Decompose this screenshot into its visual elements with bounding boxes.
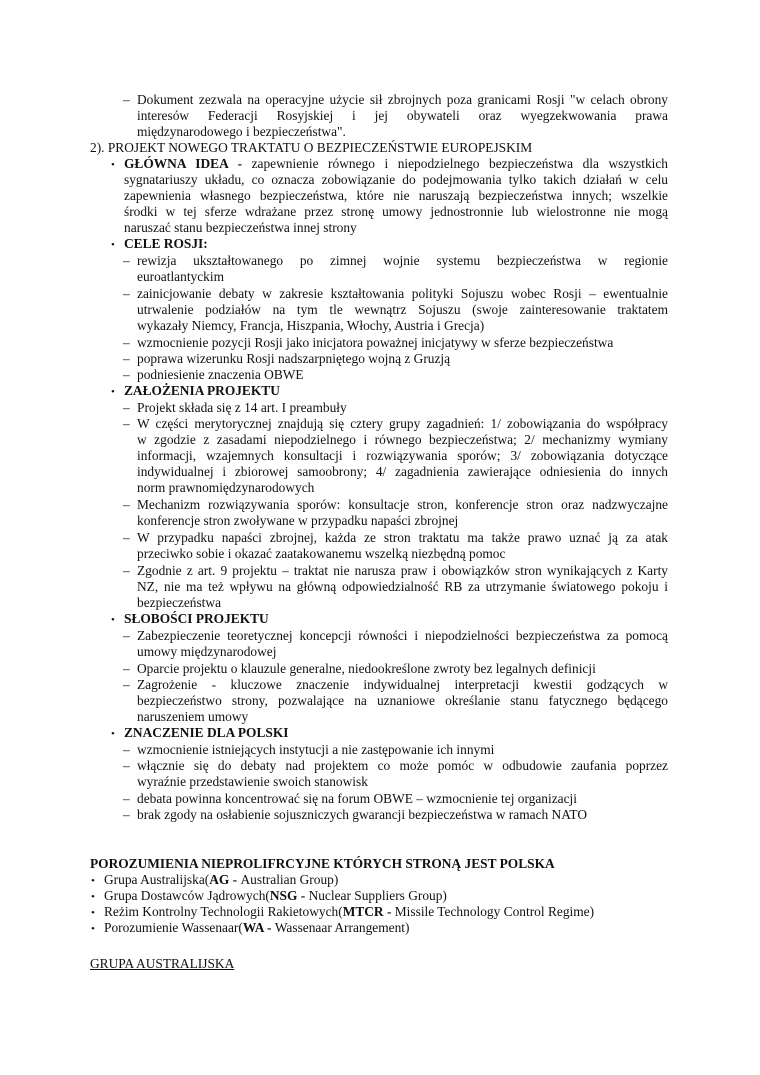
agreement-abbr: AG -	[209, 872, 241, 887]
list-dash: –	[123, 628, 130, 643]
list-item-line: NZ, nie ma też wpływu na główną odpowiedzialność RB za utrzymanie światowego pokoju i	[137, 579, 668, 594]
paragraph-line: sygnatariuszy układu, co oznacza zobowiązanie do podejmowania tylko takich działań w celu	[124, 172, 668, 187]
list-dash: –	[123, 416, 130, 431]
bullet-icon: •	[111, 614, 115, 626]
list-dash: –	[123, 530, 130, 545]
bullet-icon: •	[91, 907, 95, 919]
list-dash: –	[123, 367, 130, 382]
list-dash: –	[123, 351, 130, 366]
section-subheading	[124, 725, 288, 741]
list-item-line: umowy międzynarodowej	[137, 644, 277, 659]
section-heading	[90, 856, 555, 872]
list-item-line: podniesienie znaczenia OBWE	[137, 367, 304, 382]
list-dash: –	[123, 807, 130, 822]
list-item-line: rewizja ukształtowanego po zimnej wojnie systemu bezpieczeństwa w regionie	[137, 253, 668, 268]
list-item-line: Zagrożenie - kluczowe znaczenie indywidualnej interpretacji kwestii godzących w	[137, 677, 668, 692]
agreement-abbr: WA -	[242, 920, 275, 935]
list-dash: –	[123, 400, 130, 415]
list-item-line: Oparcie projektu o klauzule generalne, niedookreślone zwroty bez legalnych definicji	[137, 661, 596, 676]
agreement-fullname: Nuclear Suppliers Group)	[308, 888, 447, 903]
agreement-name: Grupa Australijska(	[104, 872, 210, 887]
list-item	[104, 904, 594, 920]
list-item-line: W przypadku napaści zbrojnej, każda ze stron traktatu ma także prawo uznać ją za atak	[137, 530, 668, 545]
paragraph-line: naruszać stanu bezpieczeństwa innej strony	[124, 220, 357, 235]
list-item-line: norm prawnomiędzynarodowych	[137, 480, 315, 495]
list-dash: –	[123, 661, 130, 676]
agreement-fullname: Wassenaar Arrangement)	[274, 920, 410, 935]
list-item-line: zainicjowanie debaty w zakresie kształtowania polityki Sojuszu wobec Rosji – ewentualnie	[137, 286, 668, 301]
list-item-line: konferencje stron zwoływane w przypadku napaści zbrojnej	[137, 513, 459, 528]
list-item-line: poprawa wizerunku Rosji nadszarpniętego wojną z Gruzją	[137, 351, 451, 366]
list-item-line: euroatlantyckim	[137, 269, 225, 284]
agreement-fullname: Missile Technology Control Regime)	[394, 904, 595, 919]
list-item-line: debata powinna koncentrować się na forum OBWE – wzmocnienie tej organizacji	[137, 791, 577, 806]
porozumienia-heading: POROZUMIENIA NIEPROLIFRCYJNE KTÓRYCH STRONĄ JEST POLSKA	[90, 856, 555, 871]
section-heading: GRUPA AUSTRALIJSKA	[90, 956, 235, 971]
list-dash: –	[123, 286, 130, 301]
list-item-line: Mechanizm rozwiązywania sporów: konsultacje stron, konferencje stron oraz nadzwyczajne	[137, 497, 668, 512]
bullet-icon: •	[111, 239, 115, 251]
list-item-line: Zgodnie z art. 9 projektu – traktat nie narusza praw i obowiązków stron wynikających z Karty	[137, 563, 668, 578]
bullet-icon: •	[111, 728, 115, 740]
paragraph-line: środki w tej sferze wdrażane przez stronę umowy jednostronnie lub wielostronne nie mogą	[124, 204, 668, 219]
list-item-line: w zgodzie z zasadami niepodzielnego i równego bezpieczeństwa; 2/ mechanizmy wymiany	[137, 432, 668, 447]
list-item	[104, 888, 447, 904]
bullet-icon: •	[91, 891, 95, 903]
list-item-line: indywidualnej i zbiorowej samoobrony; 4/ zagadnienia zawierające odniesienia do innych	[137, 464, 668, 479]
znaczenie-heading: ZNACZENIE DLA POLSKI	[124, 725, 289, 740]
section-subheading	[124, 236, 208, 252]
list-item	[104, 872, 338, 888]
agreement-name: Porozumienie Wassenaar(	[104, 920, 243, 935]
bullet-icon: •	[111, 159, 115, 171]
list-item-line: naruszeniem umowy	[137, 709, 249, 724]
list-dash: –	[123, 253, 130, 268]
bullet-icon: •	[111, 386, 115, 398]
zalozenia-heading: ZAŁOŻENIA PROJEKTU	[124, 383, 280, 398]
section-heading: 2). PROJEKT NOWEGO TRAKTATU O BEZPIECZEŃSTWIE EUROPEJSKIM	[90, 140, 533, 155]
list-item-line: brak zgody na osłabienie sojuszniczych gwarancji bezpieczeństwa w ramach NATO	[137, 807, 588, 822]
list-dash: –	[123, 335, 130, 350]
paragraph-line: interesów Federacji Rosyjskiej i jej obywateli oraz wyegzekwowania prawa	[137, 108, 668, 123]
list-item-line: przeciwko sobie i okazać zaatakowanemu wszelką niezbędną pomoc	[137, 546, 506, 561]
paragraph-line: międzynarodowego i bezpieczeństwa".	[137, 124, 346, 139]
section-subheading	[124, 611, 269, 627]
main-idea-line	[124, 156, 668, 172]
main-idea-text: zapewnienie równego i niepodzielnego bezpieczeństwa dla wszystkich	[251, 156, 668, 171]
main-idea-separator: -	[228, 156, 252, 171]
agreement-fullname: Australian Group)	[240, 872, 339, 887]
list-dash: –	[123, 677, 130, 692]
list-item-line: W części merytorycznej znajdują się cztery grupy zagadnień: 1/ zobowiązania do współpracy	[137, 416, 668, 431]
list-item	[104, 920, 409, 936]
slabosci-heading: SŁOBOŚCI PROJEKTU	[124, 611, 269, 626]
list-item-line: wzmocnienie istniejących instytucji a nie zastępowanie ich innymi	[137, 742, 495, 757]
list-item-line: Projekt składa się z 14 art. I preambuły	[137, 400, 347, 415]
agreement-name: Reżim Kontrolny Technologii Rakietowych(	[104, 904, 343, 919]
list-dash: –	[123, 742, 130, 757]
list-dash: –	[123, 758, 130, 773]
list-dash: –	[123, 497, 130, 512]
list-dash: –	[123, 791, 130, 806]
list-item-line: utrwalenie podziałów na tym tle wewnątrz Sojuszu (swoje zainteresowanie traktatem	[137, 302, 668, 317]
bullet-icon: •	[91, 923, 95, 935]
list-item-line: wykazały Niemcy, Francja, Hiszpania, Włochy, Austria i Grecja)	[137, 318, 485, 333]
agreement-name: Grupa Dostawców Jądrowych(	[104, 888, 270, 903]
list-item-line: bezpieczeństwo strony, pozwalające na uznaniowe określanie stanu fatycznego będącego	[137, 693, 668, 708]
section-subheading	[124, 383, 280, 399]
list-dash: –	[123, 563, 130, 578]
list-item-line: informacji, wzajemnych konsultacji i rozwiązywania sporów; 3/ zobowiązania dotyczące	[137, 448, 668, 463]
bullet-icon: •	[91, 875, 95, 887]
agreement-abbr: MTCR -	[342, 904, 395, 919]
list-dash: –	[123, 92, 130, 107]
list-item-line: Zabezpieczenie teoretycznej koncepcji równości i niepodzielności bezpieczeństwa za pomocą	[137, 628, 668, 643]
main-idea-label: GŁÓWNA IDEA	[124, 156, 229, 171]
list-item-line: włącznie się do debaty nad projektem co może pomóc w odbudowie zaufania poprzez	[137, 758, 668, 773]
list-item-line: bezpieczeństwa	[137, 595, 222, 610]
list-item-line: wyraźnie przedstawienie swoich stanowisk	[137, 774, 368, 789]
list-item-line: wzmocnienie pozycji Rosji jako inicjatora poważnej inicjatywy w sferze bezpieczeństwa	[137, 335, 614, 350]
agreement-abbr: NSG -	[269, 888, 309, 903]
cele-heading: CELE ROSJI:	[124, 236, 208, 251]
paragraph-line: zapewnienia własnego bezpieczeństwa, które nie naruszają bezpieczeństwa innych; wszelkie	[124, 188, 668, 203]
paragraph-line: Dokument zezwala na operacyjne użycie sił zbrojnych poza granicami Rosji "w celach obrony	[137, 92, 668, 107]
